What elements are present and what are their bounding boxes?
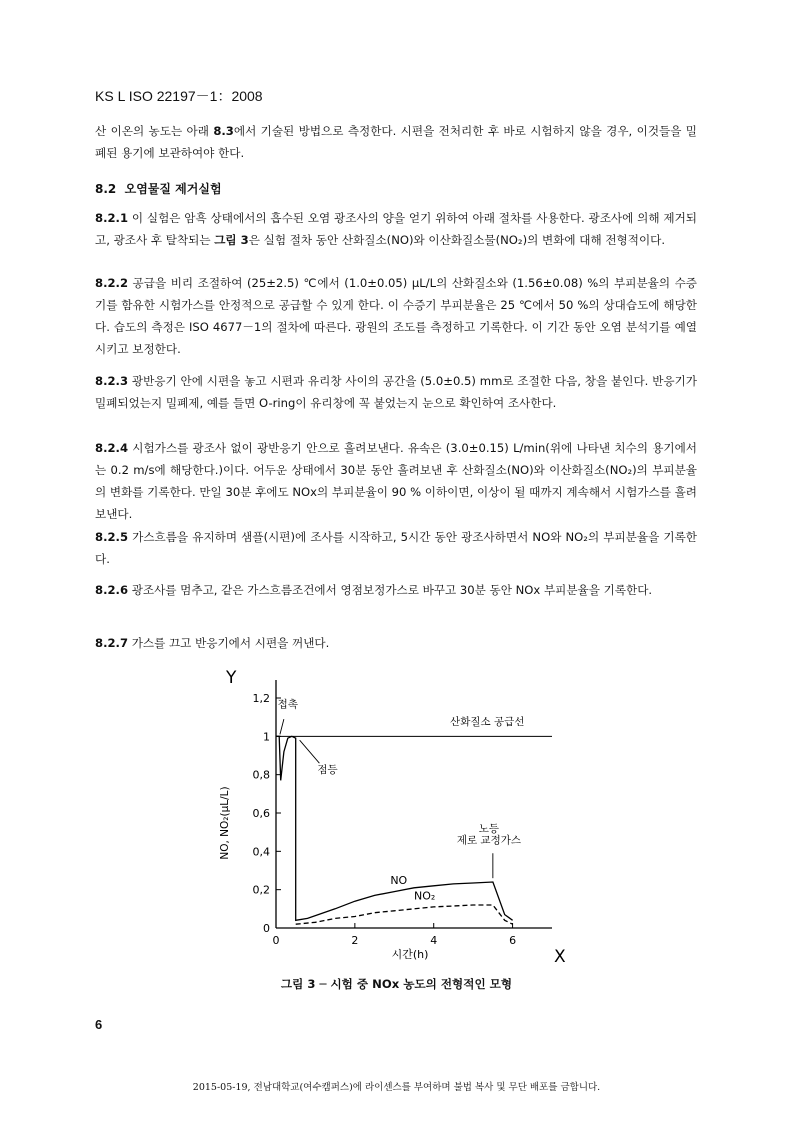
y-tick-label: 0,2	[252, 883, 270, 897]
annotation-irradiation: 점등	[317, 763, 338, 776]
intro-text: 산 이온의 농도는 아래	[95, 124, 214, 138]
clause-number: 8.2.4	[95, 441, 129, 455]
annotation-irradiation-arrow	[300, 740, 320, 763]
series-label-no2: NO₂	[414, 889, 436, 903]
y-axis-label: NO, NO₂(μL/L)	[219, 786, 231, 860]
document-id: KS L ISO 22197－1：2008	[95, 88, 263, 104]
clause-text: 공급을 비리 조절하여 (25±2.5) ℃에서 (1.0±0.05) μL/L의 산화질소와 (1.56±0.08) %의 부피분율의 수증기를 함유한 시험가스를 안정적으로 공급할 수 있게 한다. 이 수증기 부피분율은 25 ℃에서 50 %의 상대습도에 해당한다. 습도의 측정은 ISO 4677－1의 절차에 따른다. 광원의 조도를 측정하고 기록한다. 이 기간 동안 오염 분석기를 예열시키고 보정한다.	[95, 276, 697, 356]
section-number: 8.2	[95, 182, 117, 196]
clause-text: 광조사를 멈추고, 같은 가스흐름조건에서 영점보정가스로 바꾸고 30분 동안 NOx 부피분율을 기록한다.	[128, 583, 653, 597]
annotation-zero-gas-2: 제로 교정가스	[456, 834, 522, 847]
annotation-zero-gas-1: 노등	[478, 823, 500, 836]
no-series-line	[276, 736, 513, 920]
y-tick-label: 1	[263, 730, 270, 744]
y-tick-label: 0,6	[252, 807, 270, 820]
clause-number: 8.2.3	[95, 374, 129, 388]
license-footer: 2015-05-19, 전남대학교(여수캠퍼스)에 라이센스를 부여하며 불법 복사 및 무단 배포를 금합니다.	[192, 1082, 601, 1093]
clause-number: 8.2.5	[95, 530, 129, 544]
x-axis-label: 시간(h)	[391, 948, 429, 961]
annotation-contact-arrow	[280, 719, 284, 734]
x-axis-letter: X	[554, 947, 566, 967]
x-tick-label: 2	[351, 934, 359, 947]
clause-text: 가스를 끄고 반응기에서 시편을 꺼낸다.	[128, 636, 330, 650]
y-tick-label: 0,8	[252, 768, 270, 782]
clause-text: 가스흐름을 유지하며 샘플(시편)에 조사를 시작하고, 5시간 동안 광조사하면서 NO와 NO₂의 부피분율을 기록한다.	[95, 530, 697, 566]
x-tick-label: 6	[509, 934, 517, 947]
annotation-contact: 접촉	[277, 698, 298, 711]
no2-series-line	[296, 905, 513, 924]
clause-number: 8.2.7	[95, 636, 129, 650]
intro-text-2: 에서 기술된 방법으로 측정한다. 시편을 전처리한 후 바로 시험하지 않을 경우, 이것들을 밀폐된 용기에 보관하여야 한다.	[95, 124, 697, 160]
clause-number: 8.2.2	[95, 276, 129, 290]
figure-ref: 그림 3	[214, 233, 249, 247]
clause-text: 시험가스를 광조사 없이 광반응기 안으로 흘려보낸다. 유속은 (3.0±0.15) L/min(위에 나타낸 치수의 용기에서는 0.2 m/s에 해당한다.)이다. 어두운 상태에서 30분 동안 흘려보낸 후 산화질소(NO)와 이산화질소(NO₂)의 부피분율의 변화를 기록한다. 만일 30분 후에도 NOx의 부피분율이 90 % 이하이면, 이상이 될 때까지 계속해서 시험가스를 흘려보낸다.	[95, 441, 697, 521]
figure-caption: 그림 3 ─ 시험 중 NOx 농도의 전형적인 모형	[280, 977, 513, 991]
x-tick-label: 0	[272, 934, 280, 947]
section-heading	[95, 180, 222, 197]
paragraph-8-2-3	[95, 370, 697, 414]
clause-text: 광반응기 안에 시편을 놓고 시편과 유리창 사이의 공간을 (5.0±0.5) mm로 조절한 다음, 창을 붙인다. 반응기가 밀폐되었는지 밀폐제, 예를 들면 O-ring이 유리창에 꼭 붙었는지 눈으로 확인하여 조사한다.	[95, 374, 697, 410]
series-label-no: NO	[390, 873, 408, 887]
clause-number: 8.2.6	[95, 583, 129, 597]
x-tick-label: 4	[430, 934, 438, 947]
clause-number: 8.2.1	[95, 211, 129, 225]
clause-text: 이 실험은 암흑 상태에서의 흡수된 오염 광조사의 양을 얻기 위하여 아래 절차를 사용한다. 광조사에 의해 제거되고, 광조사 후 탈착되는	[95, 211, 697, 247]
y-axis-letter: Y	[226, 668, 237, 688]
paragraph-8-2-2	[95, 272, 697, 360]
y-tick-label: 1,2	[252, 692, 270, 705]
intro-ref: 8.3	[213, 124, 234, 138]
y-tick-label: 0,4	[252, 845, 270, 859]
intro-paragraph	[95, 120, 697, 164]
annotation-supply: 산화질소 공급선	[450, 715, 525, 728]
y-tick-label: 0	[263, 922, 270, 935]
section-title: 오염물질 제거실험	[124, 182, 222, 196]
clause-text-2: 은 실험 절차 동안 산화질소(NO)와 이산화질소물(NO₂)의 변화에 대해 전형적이다.	[248, 233, 666, 247]
paragraph-8-2-5	[95, 526, 697, 570]
paragraph-8-2-6	[95, 579, 697, 601]
page-number: 6	[95, 1017, 103, 1032]
paragraph-8-2-4	[95, 437, 697, 525]
paragraph-8-2-7	[95, 632, 697, 654]
nox-concentration-chart	[200, 660, 600, 970]
paragraph-8-2-1	[95, 207, 697, 251]
